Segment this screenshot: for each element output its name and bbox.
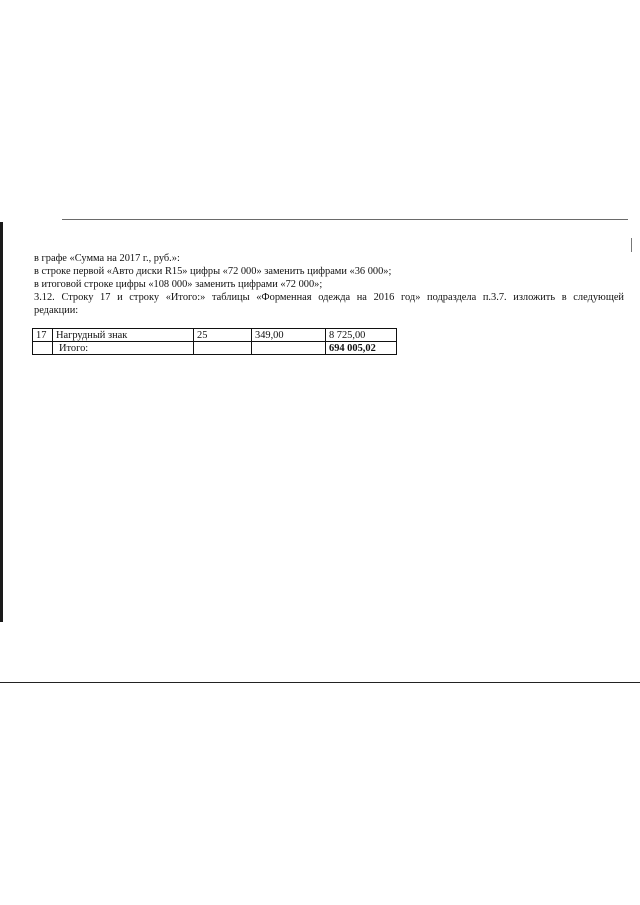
uniform-table bbox=[32, 328, 397, 355]
cell-total-label: Итого: bbox=[53, 342, 194, 355]
cell-total-sum: 694 005,02 bbox=[326, 342, 397, 355]
cell-price: 349,00 bbox=[252, 329, 326, 342]
cell-name: Нагрудный знак bbox=[53, 329, 194, 342]
scan-bottom-rule bbox=[0, 682, 640, 683]
text-line-total-row: в итоговой строке цифры «108 000» заменить цифрами «72 000»; bbox=[34, 279, 323, 290]
text-line-column-header: в графе «Сумма на 2017 г., руб.»: bbox=[34, 253, 180, 264]
cell-num: 17 bbox=[33, 329, 53, 342]
scan-left-edge bbox=[0, 222, 3, 622]
document-text bbox=[34, 252, 624, 317]
cell-sum: 8 725,00 bbox=[326, 329, 397, 342]
cell-price bbox=[252, 342, 326, 355]
text-line-first-row: в строке первой «Авто диски R15» цифры «72 000» заменить цифрами «36 000»; bbox=[34, 266, 392, 277]
cell-qty bbox=[194, 342, 252, 355]
clause-3-12: 3.12. Строку 17 и строку «Итого:» таблицы «Форменная одежда на 2016 год» подраздела п.3.7. изложить в следующей bbox=[34, 292, 624, 303]
scan-right-mark bbox=[631, 238, 632, 252]
table-row bbox=[33, 329, 397, 342]
cell-num bbox=[33, 342, 53, 355]
clause-3-12-continuation: редакции: bbox=[34, 305, 79, 316]
cell-qty: 25 bbox=[194, 329, 252, 342]
scan-top-rule bbox=[62, 219, 628, 220]
table-row-total bbox=[33, 342, 397, 355]
